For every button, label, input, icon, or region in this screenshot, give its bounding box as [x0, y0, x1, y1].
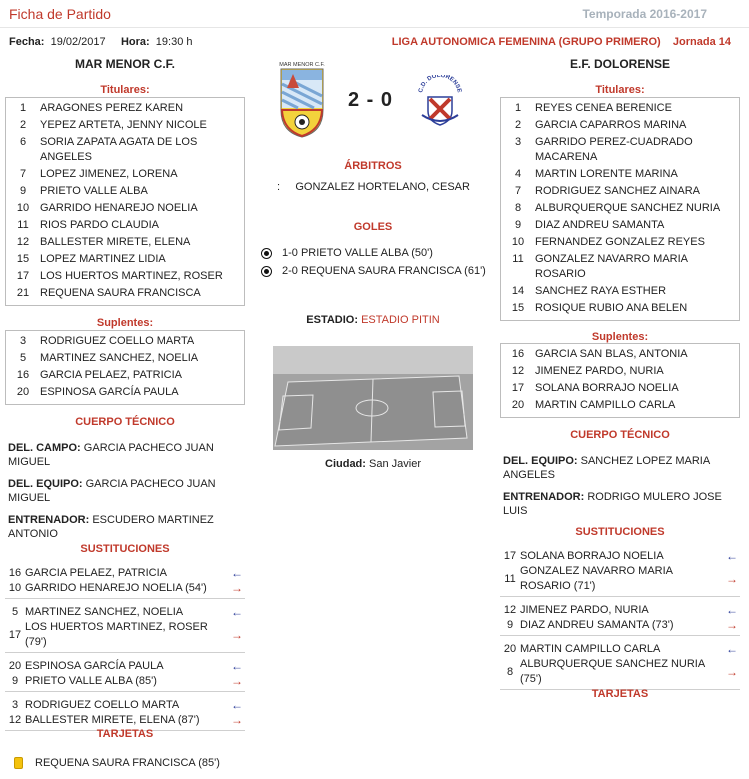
referee-name: GONZALEZ HORTELANO, CESAR: [295, 181, 470, 193]
shirt-number: 3: [514, 136, 522, 148]
arrow-right-icon: →: [231, 581, 243, 595]
player-row[interactable]: [501, 117, 739, 134]
sub-out-number: 9: [506, 619, 514, 631]
sub-out-player[interactable]: LOS HUERTOS MARTINEZ, ROSER (79'): [25, 621, 208, 648]
player-row[interactable]: [501, 100, 739, 117]
arrow-left-icon: ←: [231, 659, 243, 673]
shirt-number: 6: [19, 136, 27, 148]
home-substitutions-label: SUSTITUCIONES: [80, 543, 170, 555]
arrow-left-icon: ←: [726, 603, 738, 617]
staff-role: DEL. CAMPO:: [8, 442, 81, 454]
player-row[interactable]: [6, 217, 244, 234]
staff-item: [8, 441, 238, 469]
player-row[interactable]: [501, 380, 739, 397]
player-row[interactable]: [501, 166, 739, 183]
shirt-number: 15: [511, 302, 525, 314]
sub-out-row: [500, 618, 740, 633]
player-name[interactable]: GARRIDO HENAREJO NOELIA: [40, 202, 198, 214]
player-row[interactable]: [6, 166, 244, 183]
soccer-ball-icon: [261, 266, 272, 277]
player-name[interactable]: YEPEZ ARTETA, JENNY NICOLE: [40, 119, 207, 131]
player-row[interactable]: [6, 183, 244, 200]
player-name[interactable]: ROSIQUE RUBIO ANA BELEN: [535, 302, 688, 314]
substitution: [5, 603, 245, 653]
sub-out-player[interactable]: DIAZ ANDREU SAMANTA (73'): [520, 619, 674, 631]
referee-prefix: :: [277, 181, 281, 193]
shirt-number: 1: [514, 102, 522, 114]
substitution: [5, 657, 245, 692]
home-subs-label: Suplentes:: [96, 317, 154, 329]
player-name[interactable]: FERNANDEZ GONZALEZ REYES: [535, 236, 705, 248]
sub-in-player[interactable]: SOLANA BORRAJO NOELIA: [520, 550, 664, 562]
shirt-number: 10: [16, 202, 30, 214]
player-name[interactable]: ARAGONES PEREZ KAREN: [40, 102, 184, 114]
player-row[interactable]: [501, 217, 739, 234]
shirt-number: 9: [19, 185, 27, 197]
goal-scorer[interactable]: PRIETO VALLE ALBA (50'): [300, 247, 433, 259]
player-name[interactable]: MARTIN CAMPILLO CARLA: [535, 399, 676, 411]
shirt-number: 16: [511, 348, 525, 360]
player-name[interactable]: BALLESTER MIRETE, ELENA: [40, 236, 191, 248]
sub-in-number: 17: [503, 550, 517, 562]
sub-out-row: [500, 657, 740, 687]
page-title: Ficha de Partido: [9, 6, 111, 22]
arrow-left-icon: ←: [726, 549, 738, 563]
sub-in-number: 20: [8, 660, 22, 672]
away-team-name[interactable]: E.F. DOLORENSE: [569, 57, 670, 71]
shirt-number: 14: [511, 285, 525, 297]
away-logo-text: C.D. DOLORENSE: [418, 75, 462, 94]
shirt-number: 9: [514, 219, 522, 231]
away-starters-list: [500, 97, 740, 321]
player-row[interactable]: [501, 363, 739, 380]
arrow-left-icon: ←: [231, 698, 243, 712]
player-row[interactable]: [501, 183, 739, 200]
substitution: [5, 696, 245, 731]
player-name[interactable]: RIOS PARDO CLAUDIA: [40, 219, 159, 231]
player-name[interactable]: SOLANA BORRAJO NOELIA: [535, 382, 679, 394]
referee-row: [277, 181, 470, 193]
sub-in-player[interactable]: MARTIN CAMPILLO CARLA: [520, 643, 661, 655]
sub-in-row: [5, 659, 245, 674]
staff-name: ESCUDERO MARTINEZ ANTONIO: [8, 514, 214, 540]
shirt-number: 3: [19, 335, 27, 347]
arrow-right-icon: →: [231, 713, 243, 727]
sub-out-number: 8: [506, 665, 514, 678]
shirt-number: 7: [514, 185, 522, 197]
shirt-number: 20: [511, 399, 525, 411]
sub-out-number: 9: [11, 675, 19, 687]
league-name[interactable]: LIGA AUTONOMICA FEMENINA (GRUPO PRIMERO): [391, 36, 661, 48]
sub-out-number: 10: [8, 582, 22, 594]
staff-role: ENTRENADOR:: [8, 514, 90, 526]
home-team-logo: [279, 60, 325, 138]
player-name[interactable]: GARRIDO PEREZ-CUADRADO MACARENA: [535, 136, 693, 163]
player-name[interactable]: ALBURQUERQUE SANCHEZ NURIA: [535, 202, 721, 214]
goals-list: [261, 244, 501, 280]
player-name[interactable]: MARTINEZ SANCHEZ, NOELIA: [40, 352, 199, 364]
sub-in-player[interactable]: JIMENEZ PARDO, NURIA: [520, 604, 649, 616]
sub-in-player[interactable]: ESPINOSA GARCÍA PAULA: [25, 660, 164, 672]
player-name[interactable]: REQUENA SAURA FRANCISCA: [40, 287, 201, 299]
arrow-right-icon: →: [231, 674, 243, 688]
soccer-ball-icon: [261, 248, 272, 259]
home-cards-label: TARJETAS: [96, 728, 154, 740]
home-crest-icon: [279, 60, 325, 138]
shirt-number: 11: [512, 253, 524, 265]
stadium-image[interactable]: [273, 346, 473, 450]
staff-item: [503, 490, 733, 518]
arrow-right-icon: →: [726, 664, 738, 679]
sub-in-player[interactable]: GARCIA PELAEZ, PATRICIA: [25, 567, 168, 579]
staff-item: [503, 454, 733, 482]
sub-in-player[interactable]: MARTINEZ SANCHEZ, NOELIA: [25, 606, 184, 618]
player-name[interactable]: JIMENEZ PARDO, NURIA: [535, 365, 664, 377]
arrow-left-icon: ←: [231, 605, 243, 619]
arrow-left-icon: ←: [231, 566, 243, 580]
player-name[interactable]: GARCIA PELAEZ, PATRICIA: [40, 369, 183, 381]
shirt-number: 4: [514, 168, 522, 180]
staff-name: GARCIA PACHECO JUAN MIGUEL: [8, 442, 214, 468]
player-name[interactable]: SANCHEZ RAYA ESTHER: [535, 285, 667, 297]
time-value: 19:30 h: [155, 36, 193, 48]
away-substitutions: [500, 547, 740, 694]
shirt-number: 10: [511, 236, 525, 248]
arrow-right-icon: →: [726, 571, 738, 586]
sub-out-number: 11: [504, 572, 516, 585]
shirt-number: 5: [19, 352, 27, 364]
player-name[interactable]: GONZALEZ NAVARRO MARIA ROSARIO: [535, 253, 688, 280]
player-row[interactable]: [6, 350, 244, 367]
stadium-name[interactable]: ESTADIO PITIN: [361, 314, 440, 326]
staff-name: SANCHEZ LOPEZ MARIA ANGELES: [503, 455, 710, 481]
player-row[interactable]: [501, 200, 739, 217]
city-label: Ciudad:: [325, 458, 366, 470]
shirt-number: 2: [514, 119, 522, 131]
shirt-number: 12: [16, 236, 30, 248]
player-row[interactable]: [6, 200, 244, 217]
player-name[interactable]: SORIA ZAPATA AGATA DE LOS ANGELES: [40, 136, 198, 163]
yellow-card-icon: [14, 757, 23, 769]
home-starters-label: Titulares:: [100, 84, 150, 96]
player-name[interactable]: GARCIA SAN BLAS, ANTONIA: [535, 348, 688, 360]
home-staff: [8, 441, 238, 549]
substitution: [500, 601, 740, 636]
home-subs-list: [5, 330, 245, 405]
sub-in-number: 20: [503, 643, 517, 655]
away-subs-list: [500, 343, 740, 418]
player-row[interactable]: [6, 100, 244, 117]
player-row[interactable]: [501, 397, 739, 414]
player-row[interactable]: [6, 367, 244, 384]
staff-role: ENTRENADOR:: [503, 491, 585, 503]
staff-role: DEL. EQUIPO:: [8, 478, 83, 490]
away-subs-label: Suplentes:: [591, 331, 649, 343]
sub-in-row: [500, 642, 740, 657]
sub-out-player[interactable]: PRIETO VALLE ALBA (85'): [25, 675, 157, 687]
goal-score: 1-0: [282, 247, 298, 259]
sub-out-player[interactable]: GARRIDO HENAREJO NOELIA (54'): [25, 582, 207, 594]
player-row[interactable]: [501, 234, 739, 251]
away-team-logo: [414, 75, 466, 127]
staff-role: DEL. EQUIPO:: [503, 455, 578, 467]
staff-item: [8, 477, 238, 505]
shirt-number: 2: [19, 119, 27, 131]
staff-name: GARCIA PACHECO JUAN MIGUEL: [8, 478, 216, 504]
shirt-number: 17: [16, 270, 30, 282]
away-cards-label: TARJETAS: [591, 688, 649, 700]
player-name[interactable]: LOPEZ MARTINEZ LIDIA: [40, 253, 166, 265]
sub-in-number: 5: [11, 606, 19, 618]
sub-in-row: [500, 549, 740, 564]
city-name: San Javier: [369, 458, 421, 470]
shirt-number: 11: [17, 219, 29, 231]
sub-in-row: [5, 698, 245, 713]
goal-scorer[interactable]: REQUENA SAURA FRANCISCA (61'): [300, 265, 486, 277]
player-row[interactable]: [6, 134, 244, 166]
home-staff-label: CUERPO TÉCNICO: [75, 416, 175, 428]
player-name[interactable]: MARTIN LORENTE MARINA: [535, 168, 678, 180]
arrow-right-icon: →: [231, 627, 243, 642]
shirt-number: 21: [16, 287, 30, 299]
home-team-name[interactable]: MAR MENOR C.F.: [75, 57, 175, 71]
shirt-number: 12: [511, 365, 525, 377]
shirt-number: 15: [16, 253, 30, 265]
away-crest-icon: [414, 75, 466, 127]
player-row[interactable]: [6, 285, 244, 302]
player-name[interactable]: GARCIA CAPARROS MARINA: [535, 119, 687, 131]
player-row[interactable]: [6, 234, 244, 251]
player-row[interactable]: [6, 333, 244, 350]
player-row[interactable]: [501, 346, 739, 363]
sub-out-row: [5, 620, 245, 650]
sub-in-number: 16: [8, 567, 22, 579]
time-label: Hora:: [120, 36, 150, 48]
player-row[interactable]: [501, 134, 739, 166]
player-name[interactable]: LOPEZ JIMENEZ, LORENA: [40, 168, 178, 180]
referees-label: ÁRBITROS: [344, 160, 402, 172]
header-bar: [0, 0, 749, 28]
substitution: [500, 547, 740, 597]
shirt-number: 16: [16, 369, 30, 381]
svg-text:C.D. DOLORENSE: [418, 75, 462, 93]
player-name[interactable]: REYES CENEA BERENICE: [535, 102, 672, 114]
shirt-number: 8: [514, 202, 522, 214]
arrow-right-icon: →: [726, 618, 738, 632]
stadium-row: [261, 314, 485, 326]
match-score: 2 - 0: [348, 89, 394, 111]
match-date-time: [9, 36, 193, 48]
date-label: Fecha:: [9, 36, 45, 48]
city-row: [261, 458, 485, 470]
player-row[interactable]: [501, 300, 739, 317]
player-row[interactable]: [6, 117, 244, 134]
sub-out-row: [500, 564, 740, 594]
away-substitutions-label: SUSTITUCIONES: [575, 526, 665, 538]
sub-in-row: [500, 603, 740, 618]
substitution: [500, 640, 740, 690]
shirt-number: 17: [511, 382, 525, 394]
sub-in-player[interactable]: RODRIGUEZ COELLO MARTA: [25, 699, 180, 711]
player-name[interactable]: ESPINOSA GARCÍA PAULA: [40, 386, 179, 398]
player-name[interactable]: RODRIGUEZ SANCHEZ AINARA: [535, 185, 701, 197]
player-name[interactable]: RODRIGUEZ COELLO MARTA: [40, 335, 195, 347]
round-label: Jornada 14: [672, 36, 731, 48]
soccer-field-icon: [273, 346, 473, 450]
player-row[interactable]: [6, 251, 244, 268]
sub-out-player[interactable]: BALLESTER MIRETE, ELENA (87'): [25, 714, 200, 726]
player-row[interactable]: [6, 268, 244, 285]
home-starters-list: [5, 97, 245, 306]
player-row[interactable]: [501, 251, 739, 283]
shirt-number: 20: [16, 386, 30, 398]
goal-score: 2-0: [282, 265, 298, 277]
sub-in-number: 12: [503, 604, 517, 616]
home-logo-text: MAR MENOR C.F.: [279, 62, 325, 68]
home-substitutions: [5, 564, 245, 735]
substitution: [5, 564, 245, 599]
staff-item: [8, 513, 238, 541]
away-staff-label: CUERPO TÉCNICO: [570, 429, 670, 441]
sub-in-row: [5, 605, 245, 620]
sub-out-row: [5, 713, 245, 728]
stadium-label: ESTADIO:: [306, 314, 359, 326]
away-starters-label: Titulares:: [595, 84, 645, 96]
player-row[interactable]: [6, 384, 244, 401]
home-cards: [14, 757, 220, 769]
shirt-number: 1: [19, 102, 27, 114]
season-label: Temporada 2016-2017: [582, 7, 707, 21]
sub-out-row: [5, 581, 245, 596]
staff-name: RODRIGO MULERO JOSE LUIS: [503, 491, 722, 517]
player-name[interactable]: DIAZ ANDREU SAMANTA: [535, 219, 665, 231]
player-name[interactable]: PRIETO VALLE ALBA: [40, 185, 148, 197]
sub-out-number: 17: [8, 628, 22, 641]
sub-out-player[interactable]: ALBURQUERQUE SANCHEZ NURIA (75'): [520, 658, 705, 685]
sub-in-number: 3: [11, 699, 19, 711]
arrow-left-icon: ←: [726, 642, 738, 656]
sub-out-number: 12: [8, 714, 22, 726]
goal-row: [261, 244, 501, 262]
date-value: 19/02/2017: [50, 36, 106, 48]
sub-in-row: [5, 566, 245, 581]
shirt-number: 7: [19, 168, 27, 180]
goals-label: GOLES: [353, 221, 393, 233]
sub-out-row: [5, 674, 245, 689]
league-info: [392, 36, 731, 48]
home-card-player: REQUENA SAURA FRANCISCA (85'): [35, 757, 220, 769]
player-name[interactable]: LOS HUERTOS MARTINEZ, ROSER: [40, 270, 223, 282]
goal-row: [261, 262, 501, 280]
player-row[interactable]: [501, 283, 739, 300]
sub-out-player[interactable]: GONZALEZ NAVARRO MARIA ROSARIO (71'): [520, 565, 673, 592]
away-staff: [503, 454, 733, 526]
